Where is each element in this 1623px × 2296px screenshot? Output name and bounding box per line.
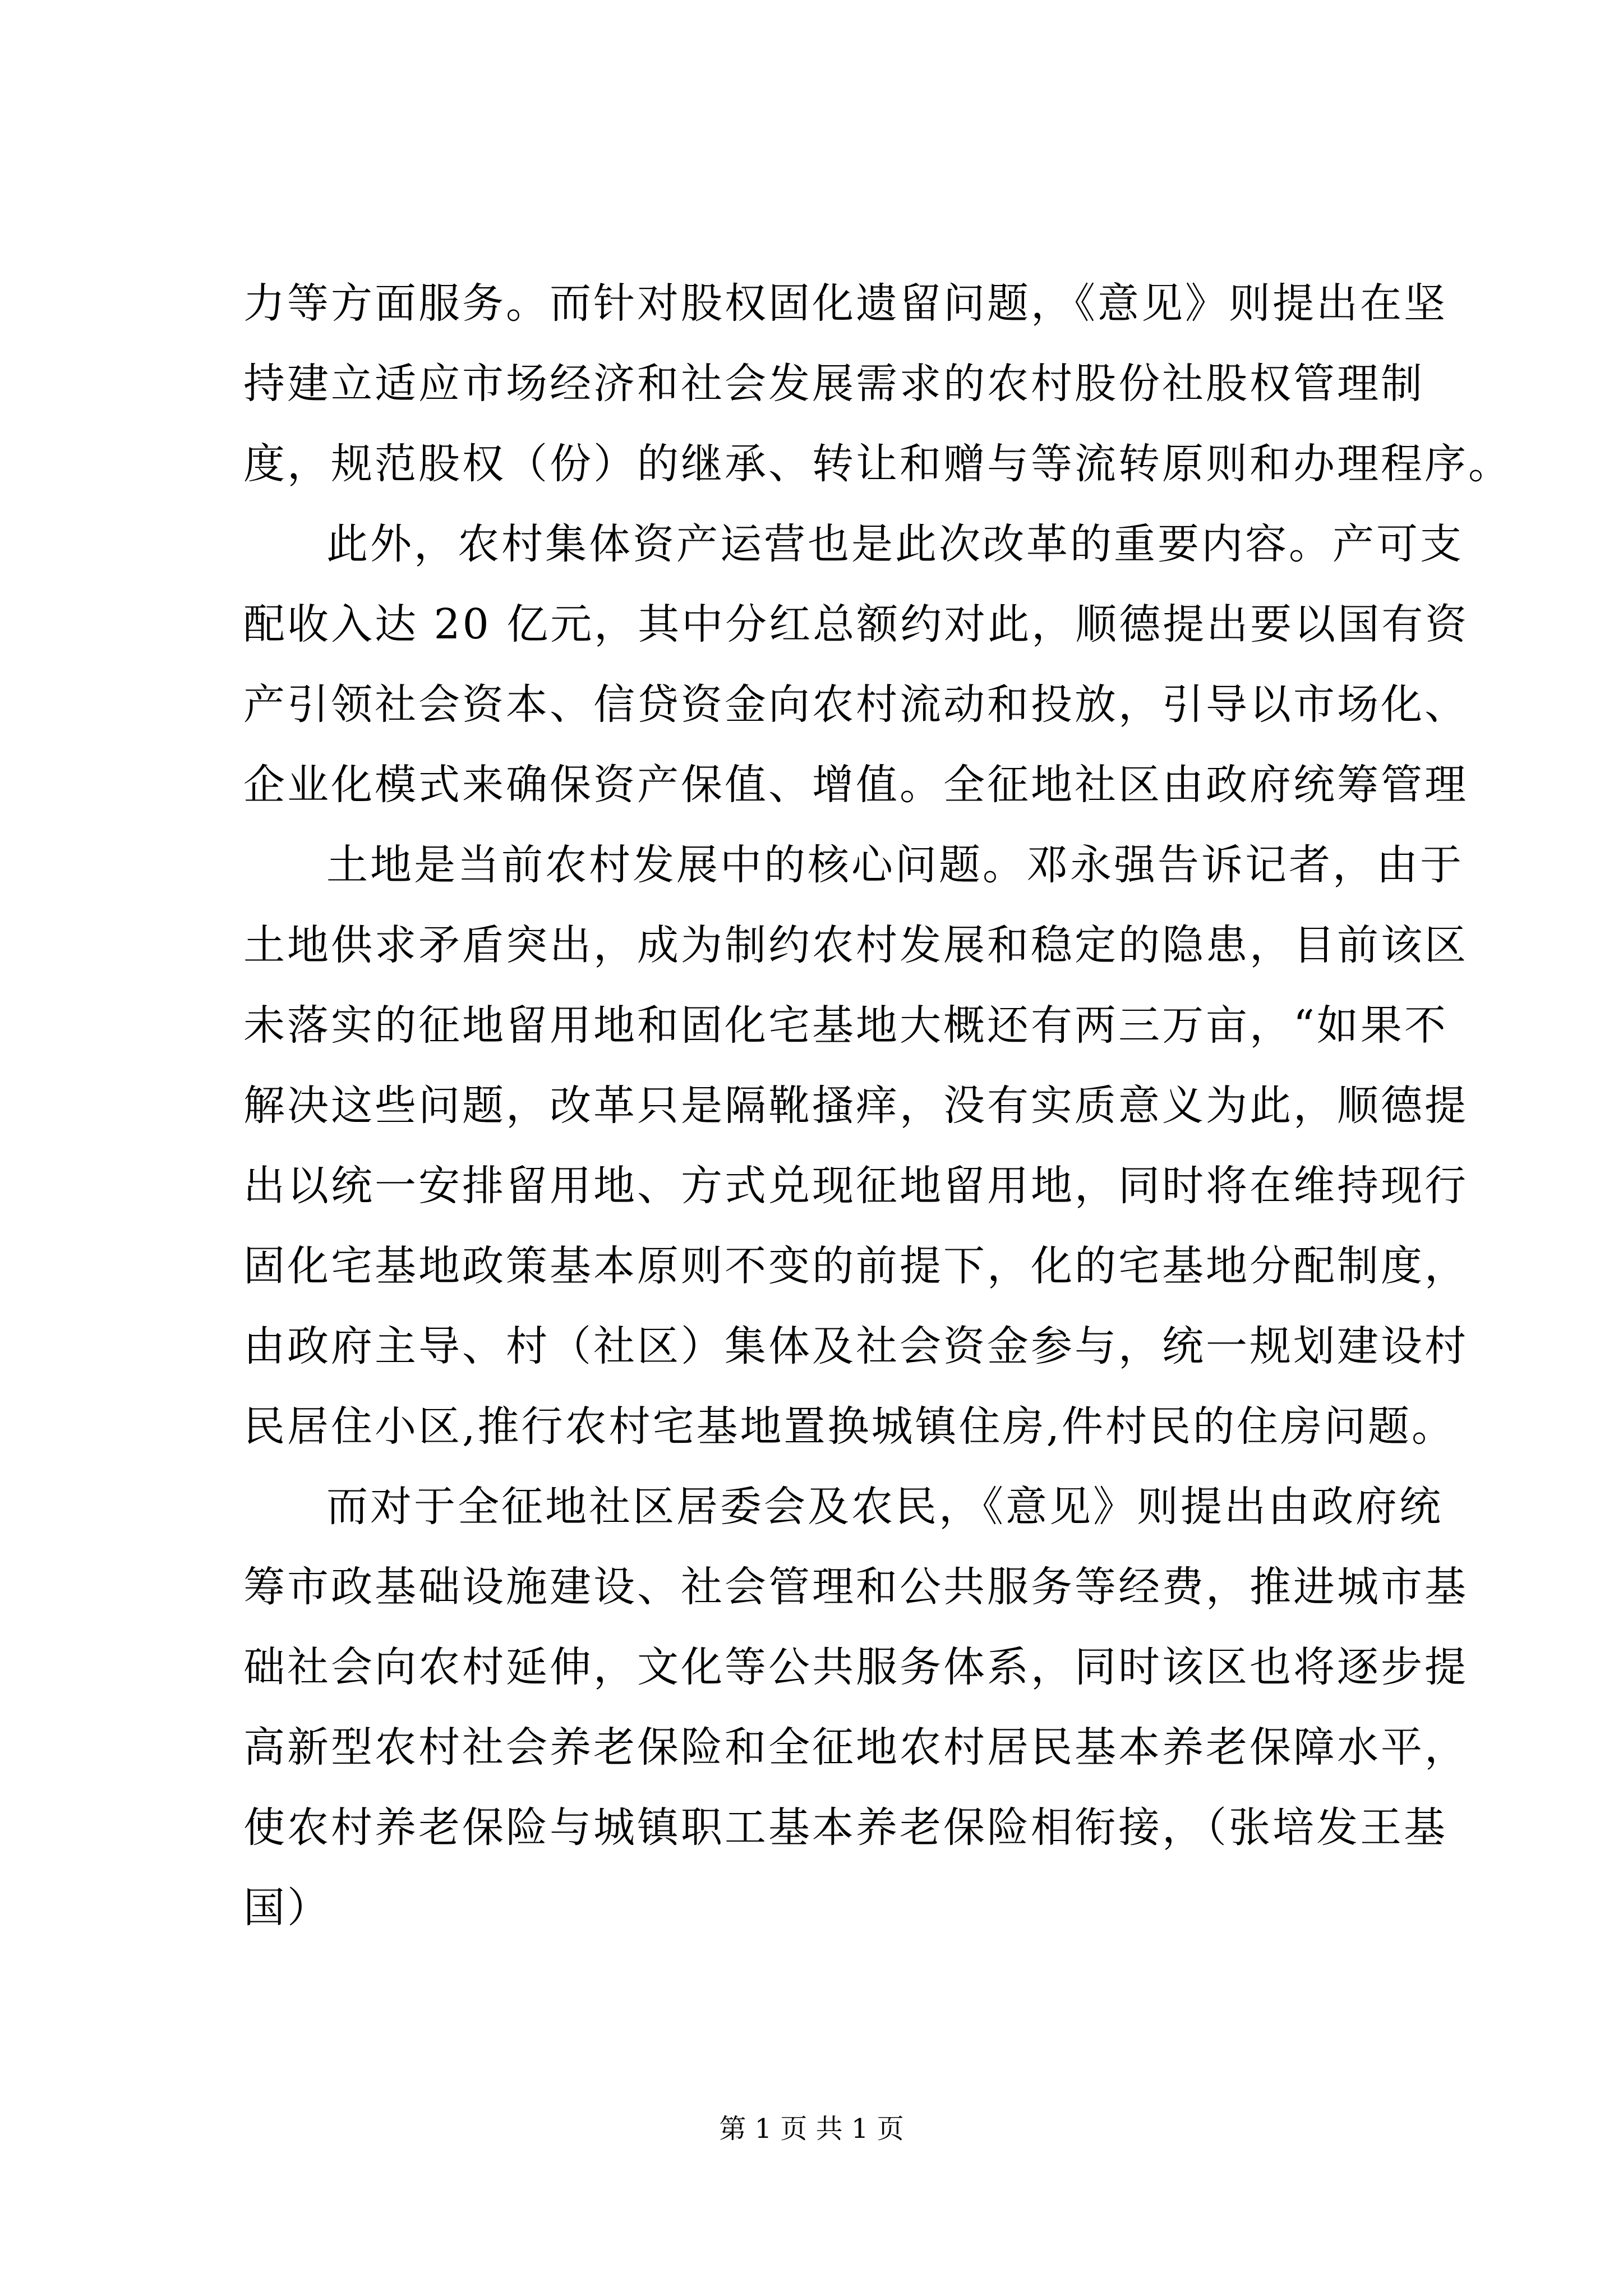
text-line: 解决这些问题，改革只是隔靴搔痒，没有实质意义为此，顺德提 [243,1082,1468,1130]
text-line: 配收入达 20 亿元，其中分红总额约对此，顺德提出要以国有资 [243,600,1469,648]
paragraph-first-line: 此外，农村集体资产运营也是此次改革的重要内容。产可支 [326,520,1464,568]
text-line: 由政府主导、村（社区）集体及社会资金参与，统一规划建设村 [243,1322,1468,1370]
text-line: 筹市政基础设施建设、社会管理和公共服务等经费，推进城市基 [243,1563,1468,1611]
text-line: 未落实的征地留用地和固化宅基地大概还有两三万亩，“如果不 [243,1001,1448,1050]
text-line: 础社会向农村延伸，文化等公共服务体系，同时该区也将逐步提 [243,1643,1468,1691]
text-line: 持建立适应市场经济和社会发展需求的农村股份社股权管理制 [243,360,1424,408]
text-line: 度，规范股权（份）的继承、转让和赠与等流转原则和办理程序。 [243,440,1512,488]
paragraph-first-line: 土地是当前农村发展中的核心问题。邓永强告诉记者，由于 [326,841,1464,889]
text-line: 力等方面服务。而针对股权固化遗留问题，《意见》则提出在坚 [243,279,1447,328]
text-line: 民居住小区,推行农村宅基地置换城镇住房,件村民的住房问题。 [243,1402,1456,1451]
text-line: 高新型农村社会养老保险和全征地农村居民基本养老保障水平， [243,1723,1468,1772]
text-line-last: 国） [243,1884,331,1932]
paragraph-first-line: 而对于全征地社区居委会及农民，《意见》则提出由政府统 [326,1483,1443,1531]
text-line: 出以统一安排留用地、方式兑现征地留用地，同时将在维持现行 [243,1162,1468,1210]
text-line: 土地供求矛盾突出，成为制约农村发展和稳定的隐患，目前该区 [243,921,1468,969]
document-body [243,264,1512,1948]
text-line: 产引领社会资本、信贷资金向农村流动和投放，引导以市场化、 [243,680,1468,729]
text-line: 固化宅基地政策基本原则不变的前提下，化的宅基地分配制度， [243,1242,1468,1290]
text-line: 企业化模式来确保资产保值、增值。全征地社区由政府统筹管理 [243,761,1468,809]
page-number-footer: 第 1 页 共 1 页 [719,2113,904,2145]
text-line: 使农村养老保险与城镇职工基本养老保险相衔接，（张培发王基 [243,1803,1447,1852]
